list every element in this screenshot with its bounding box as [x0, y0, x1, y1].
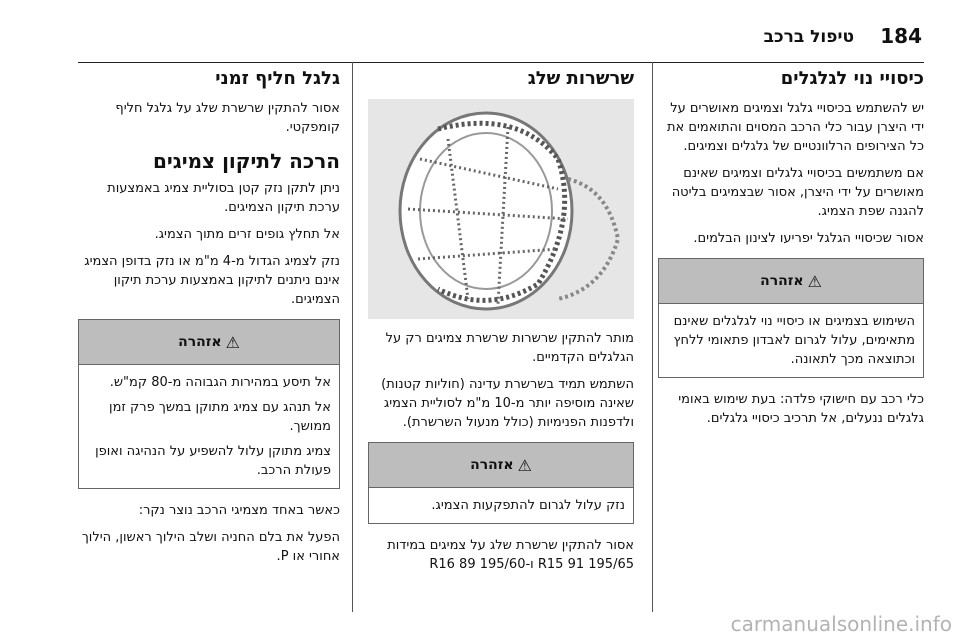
- snow-chains-warning-box: [368, 442, 634, 524]
- snow-chains-paragraph-2: השתמש תמיד בשרשרת עדינה (חוליות קטנות) שאינה מוסיפה יותר מ-10 מ"מ לסוליית הצמיג ולדפנות הפנימיות (כולל מנעול השרשרת).: [381, 377, 634, 430]
- warning-text-1: אל תיסע במהירות הגבוהה מ-80 קמ"ש.: [109, 375, 331, 390]
- column-divider-right: [652, 62, 653, 612]
- repair-kit-paragraph-4: כאשר באחד מצמיגי הרכב נוצר נקר:: [138, 503, 340, 518]
- snow-chains-paragraph-3: אסור להתקין שרשרת שלג על צמיגים במידות 195/65 R15 91 ו-195/60 R16 89: [387, 538, 634, 572]
- tire-with-chain-icon: [368, 99, 634, 319]
- section-title: טיפול ברכב: [763, 27, 854, 47]
- hubcaps-paragraph-4: כלי רכב עם חישוקי פלדה: בעת שימוש באומי גלגלים ננעלים, אל תרכיב כיסויי גלגלים.: [678, 392, 924, 426]
- page-header: [0, 18, 960, 62]
- repair-kit-warning-box: [78, 319, 340, 489]
- warning-text: השימוש בצמיגים או כיסויי נוי לגלגלים שאינם מתאימים, עלול לגרום לאבדון פתאומי ללחץ וכתוצאה מכך לתאונה.: [673, 314, 915, 367]
- warning-title: אזהרה: [760, 273, 804, 289]
- warning-header: [659, 259, 923, 304]
- warning-title: אזהרה: [178, 334, 222, 350]
- repair-kit-paragraph-1: ניתן לתקן נזק קטן בסוליית צמיג באמצעות ערכת תיקון הצמיגים.: [107, 181, 340, 215]
- page-number: 184: [880, 24, 922, 48]
- column-spare-wheel: [78, 62, 340, 574]
- spare-wheel-paragraph-1: אסור להתקין שרשרת שלג על גלגל חליף קומפקטי.: [115, 101, 340, 135]
- warning-triangle-icon: ⚠: [225, 332, 240, 352]
- snow-chain-illustration: [368, 99, 634, 319]
- hubcaps-title: כיסויי נוי לגלגלים: [780, 68, 924, 89]
- warning-text-2: אל תנהג עם צמיג מתוקן במשך פרק זמן ממושך.: [109, 400, 331, 434]
- warning-triangle-icon: ⚠: [807, 271, 822, 291]
- warning-triangle-icon: ⚠: [517, 455, 532, 475]
- column-snow-chains: [368, 62, 634, 582]
- hubcaps-paragraph-2: אם משתמשים בכיסויי גלגלים וצמיגים שאינם מאושרים על ידי היצרן, אסור שבצמיגים בליטה להגנה שפת הצמיג.: [671, 166, 924, 219]
- column-hubcaps: [658, 62, 924, 436]
- repair-kit-paragraph-2: אל תחלץ גופים זרים מתוך הצמיג.: [154, 227, 340, 242]
- warning-header: [369, 443, 633, 488]
- snow-chains-title: שרשרות שלג: [527, 68, 634, 89]
- column-divider-left: [352, 62, 353, 612]
- warning-text: נזק עלול לגרום להתפקעות הצמיג.: [431, 498, 625, 513]
- repair-kit-heading: הרכה לתיקון צמיגים: [152, 149, 340, 173]
- hubcaps-paragraph-3: אסור שכיסויי הגלגל יפריעו לצינון הבלמים.: [693, 231, 924, 246]
- snow-chains-paragraph-1: מותר להתקין שרשרות שרשרת צמיגים רק על הגלגלים הקדמיים.: [385, 331, 634, 365]
- site-watermark: carmanualsonline.info: [730, 612, 952, 636]
- hubcaps-warning-box: [658, 258, 924, 378]
- warning-title: אזהרה: [470, 457, 514, 473]
- warning-text-3: צמיג מתוקן עלול להשפיע על הנהיגה ואופן פעולת הרכב.: [95, 444, 331, 478]
- repair-kit-paragraph-5: הפעל את בלם החניה ושלב הילוך ראשון, הילוך אחורי או P.: [81, 530, 340, 564]
- hubcaps-paragraph-1: יש להשתמש בכיסויי גלגל וצמיגים מאושרים על ידי היצרן עבור כלי הרכב המסוים והתואמים את כל הצירופים הרלוונטיים של גלגלים וצמיגים.: [667, 101, 924, 154]
- repair-kit-paragraph-3: נזק לצמיג הגדול מ-4 מ"מ או נזק בדופן הצמיג אינם ניתנים לתיקון באמצעות ערכת תיקון הצמיגים.: [84, 254, 340, 307]
- spare-wheel-title: גלגל חליף זמני: [215, 68, 340, 89]
- warning-header: [79, 320, 339, 365]
